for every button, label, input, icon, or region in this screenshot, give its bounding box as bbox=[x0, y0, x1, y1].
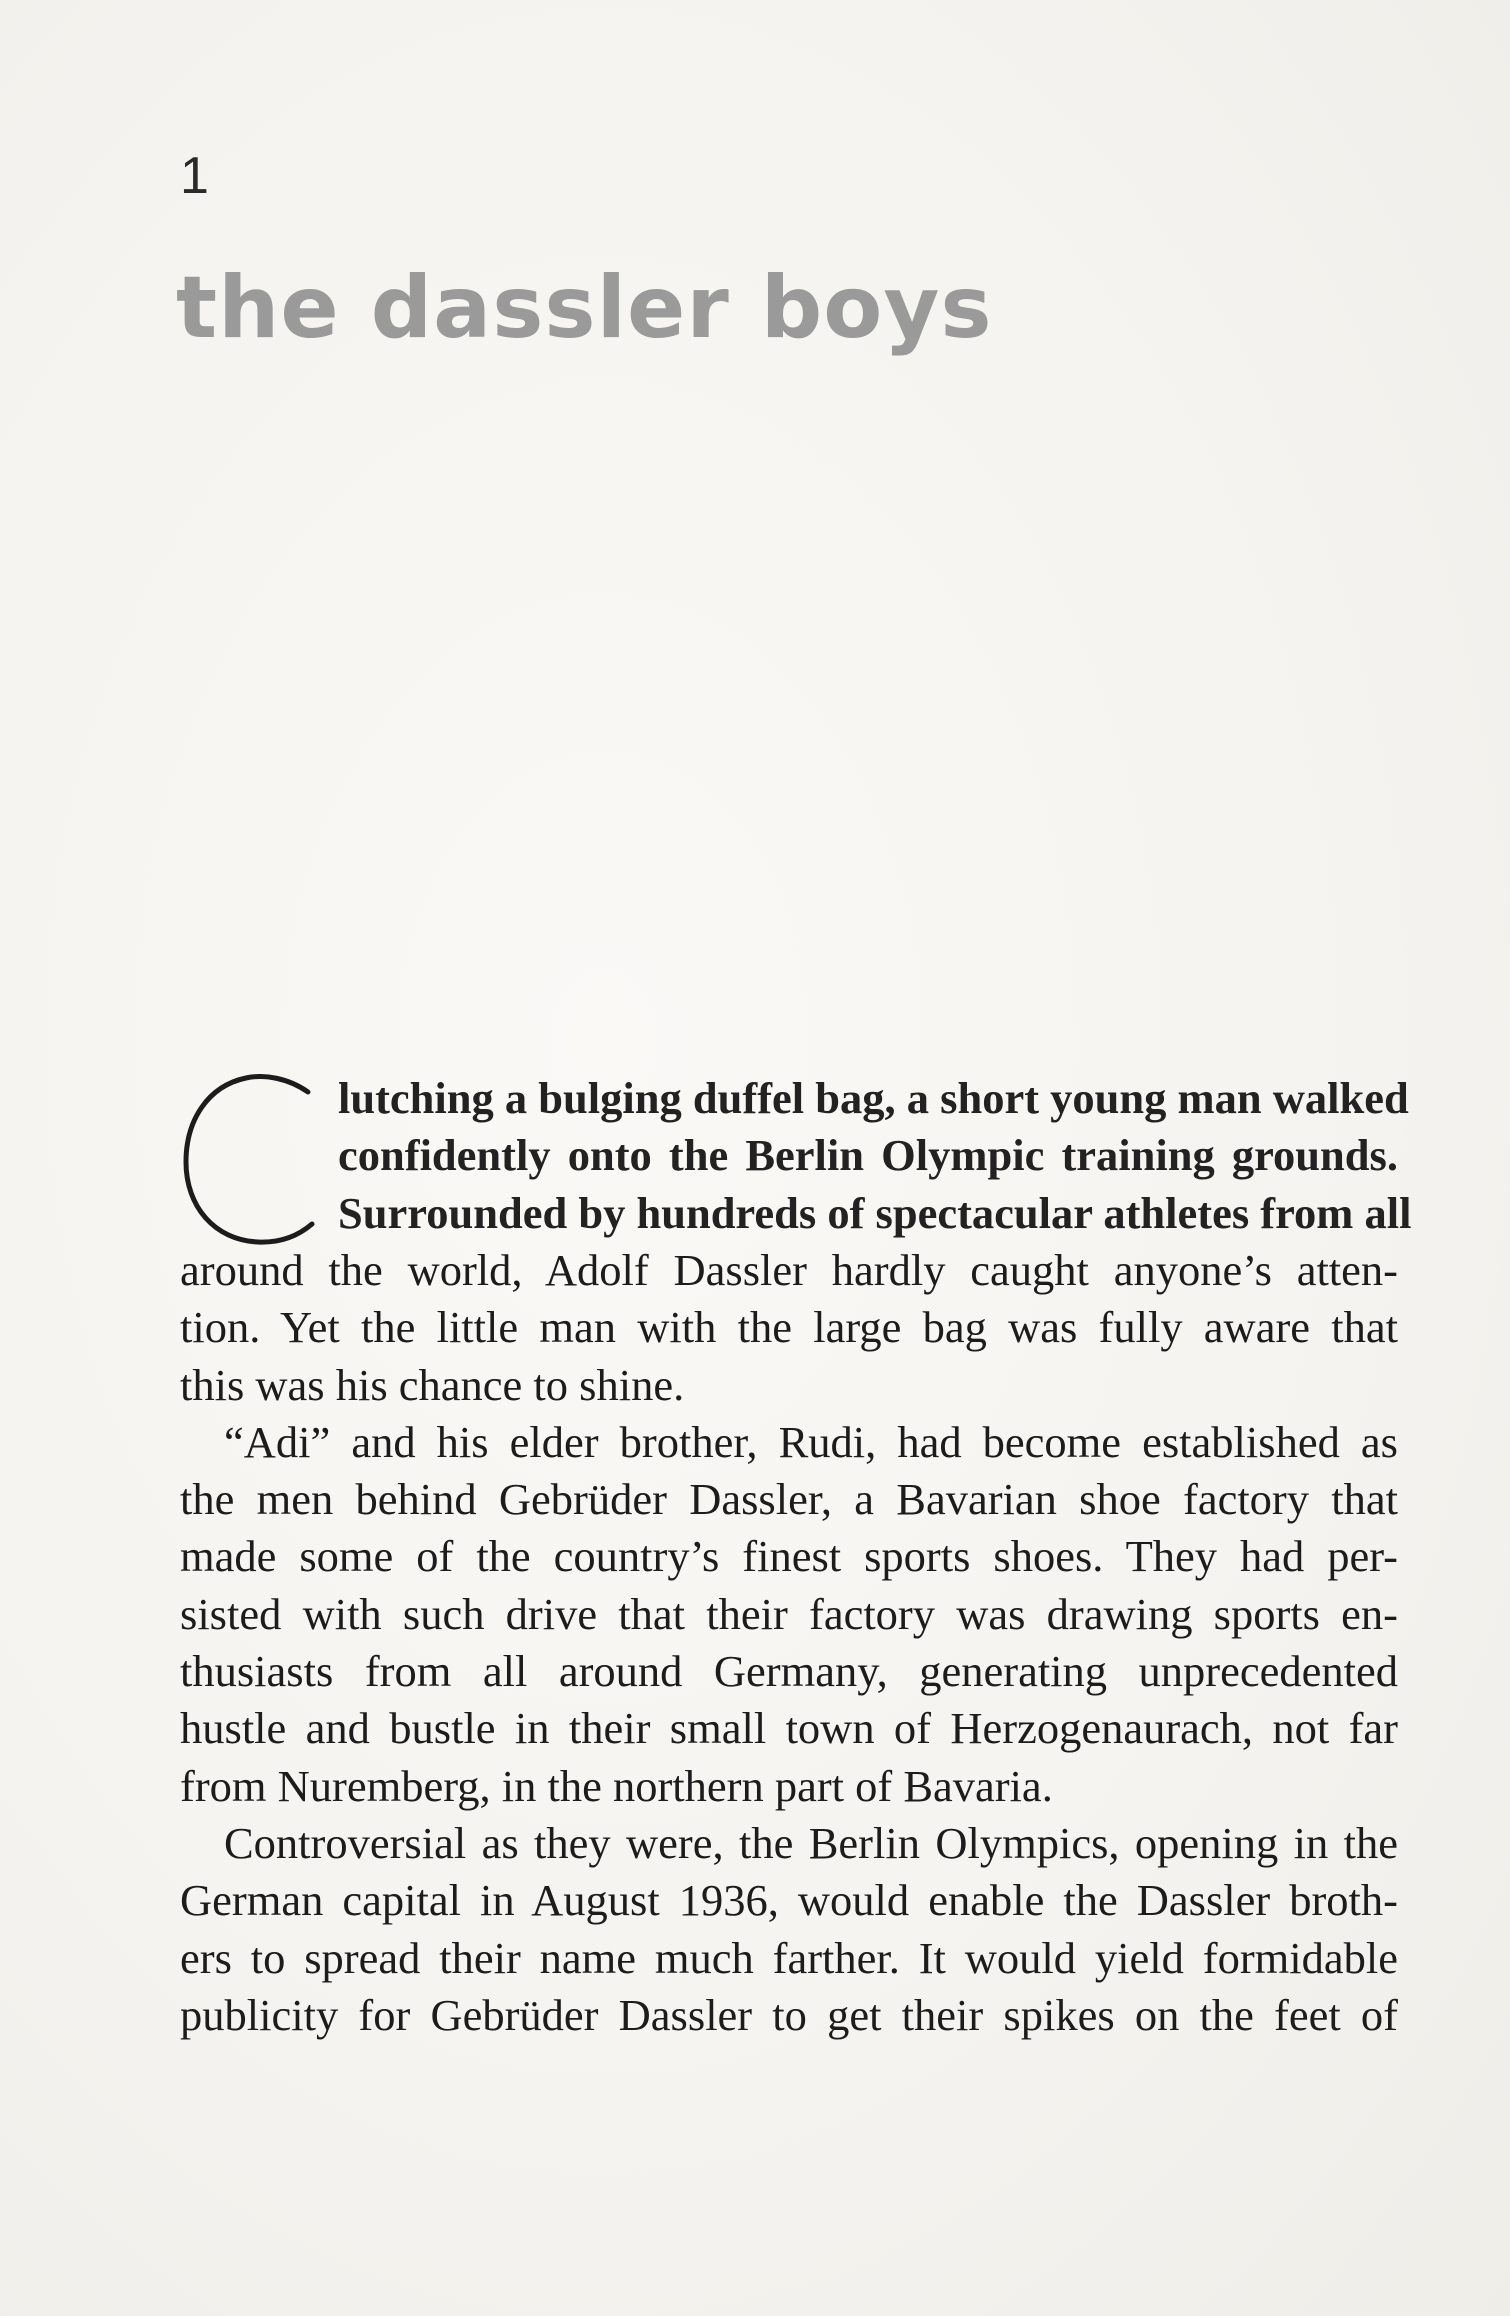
text-line: Controversial as they were, the Berlin Olympics, opening in the bbox=[224, 1817, 1398, 1868]
text-line: made some of the country’s finest sports shoes. They had per- bbox=[180, 1531, 1398, 1582]
lead-lines bbox=[180, 1070, 1412, 1242]
text-line: from Nuremberg, in the northern part of Bavaria. bbox=[180, 1760, 1053, 1811]
drop-cap bbox=[180, 1074, 332, 1246]
text-line: confidently onto the Berlin Olympic training grounds. bbox=[338, 1130, 1398, 1181]
text-line: “Adi” and his elder brother, Rudi, had become established as bbox=[224, 1416, 1398, 1467]
paragraph-3 bbox=[180, 1815, 1398, 2044]
opening-paragraph bbox=[180, 1070, 1412, 1242]
paragraph-2 bbox=[180, 1414, 1398, 1815]
chapter-body bbox=[180, 1070, 1412, 2044]
chapter-number: 1 bbox=[180, 147, 209, 205]
text-line: lutching a bulging duffel bag, a short young man walked bbox=[338, 1073, 1409, 1123]
text-line: hustle and bustle in their small town of Herzogenaurach, not far bbox=[180, 1703, 1398, 1754]
text-line: tion. Yet the little man with the large bag was fully aware that bbox=[180, 1302, 1398, 1353]
drop-cap-letter-c bbox=[180, 1074, 332, 1246]
text-line: ers to spread their name much farther. It would yield formidable bbox=[180, 1932, 1398, 1983]
paragraph-1-continued bbox=[180, 1242, 1398, 1414]
text-line: thusiasts from all around Germany, generating unprecedented bbox=[180, 1646, 1398, 1697]
text-line: this was his chance to shine. bbox=[180, 1359, 685, 1410]
text-line: around the world, Adolf Dassler hardly caught anyone’s atten- bbox=[180, 1245, 1398, 1295]
text-line: publicity for Gebrüder Dassler to get their spikes on the feet of bbox=[180, 1989, 1398, 2040]
text-line: Surrounded by hundreds of spectacular athletes from all bbox=[338, 1187, 1412, 1238]
text-line: sisted with such drive that their factory was drawing sports en- bbox=[180, 1588, 1398, 1639]
chapter-title: the dassler boys bbox=[176, 258, 993, 358]
text-line: German capital in August 1936, would enable the Dassler broth- bbox=[180, 1875, 1398, 1926]
text-line: the men behind Gebrüder Dassler, a Bavarian shoe factory that bbox=[180, 1474, 1398, 1525]
